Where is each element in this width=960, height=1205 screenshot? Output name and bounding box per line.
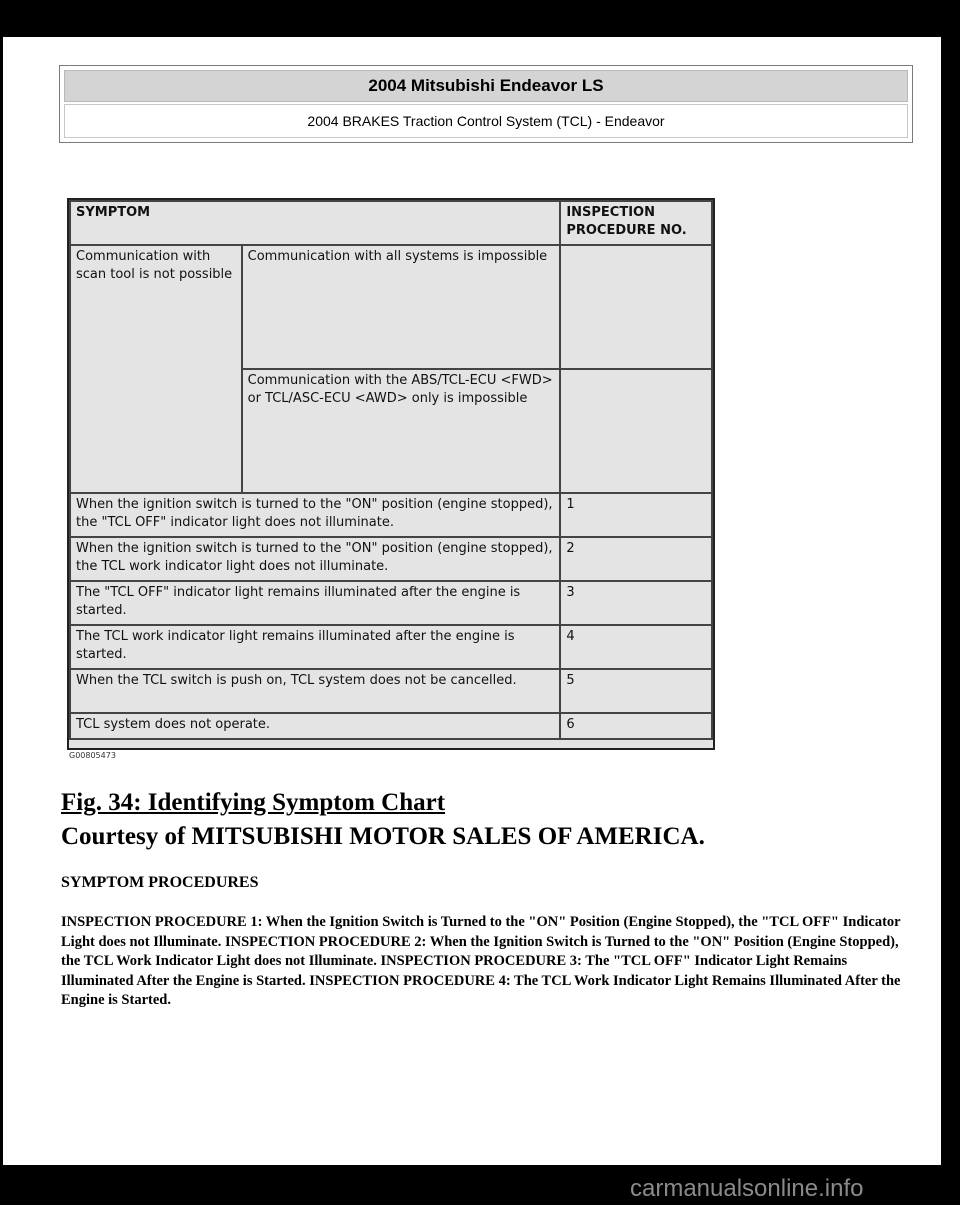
courtesy-line: Courtesy of MITSUBISHI MOTOR SALES OF AMERICA. (61, 823, 705, 850)
procedure-no-cell: 2 (560, 537, 712, 581)
symptom-cell: TCL system does not operate. (70, 713, 560, 739)
table-row (70, 669, 712, 713)
procedure-no-cell (560, 369, 712, 493)
table-header-row (70, 201, 712, 245)
procedure-list-text: INSPECTION PROCEDURE 1: When the Ignition Switch is Turned to the "ON" Position (Engine Stopped), the "TCL OFF" Indicator Light does not Illuminate. INSPECTION PROCEDURE 2: When the Ignition Switch is Turned to the "ON" Position (Engine Stopped), the TCL Work Indicator Light does not Illuminate. INSPECTION PROCEDURE 3: The "TCL OFF" Indicator Light Remains Illuminated After the Engine is Started. INSPECTION PROCEDURE 4: The TCL Work Indicator Light Remains Illuminated After the Engine is Started. (61, 914, 901, 1008)
document-page (3, 37, 941, 1165)
procedure-no-cell (560, 245, 712, 369)
figure-code: G00805473 (69, 751, 116, 760)
column-header-procedure-no: INSPECTION PROCEDURE NO. (560, 201, 712, 245)
section-heading: SYMPTOM PROCEDURES (61, 874, 259, 891)
figure-caption[interactable]: Fig. 34: Identifying Symptom Chart (61, 789, 446, 816)
table-row (70, 625, 712, 669)
symptom-cell: When the ignition switch is turned to the "ON" position (engine stopped), the "TCL OFF" indicator light does not illuminate. (70, 493, 560, 537)
symptom-table (69, 200, 713, 740)
column-header-symptom: SYMPTOM (70, 201, 560, 245)
document-header (59, 65, 913, 143)
symptom-cell: When the TCL switch is push on, TCL system does not be cancelled. (70, 669, 560, 713)
symptom-cell: Communication with all systems is impossible (242, 245, 561, 369)
table-row (70, 493, 712, 537)
section-subtitle: 2004 BRAKES Traction Control System (TCL) - Endeavor (64, 104, 908, 138)
procedure-no-cell: 3 (560, 581, 712, 625)
procedure-no-cell: 5 (560, 669, 712, 713)
symptom-chart-figure (67, 198, 715, 750)
procedure-no-cell: 1 (560, 493, 712, 537)
symptom-cell: The TCL work indicator light remains illuminated after the engine is started. (70, 625, 560, 669)
symptom-cell: When the ignition switch is turned to the "ON" position (engine stopped), the TCL work indicator light does not illuminate. (70, 537, 560, 581)
symptom-cell: Communication with the ABS/TCL-ECU <FWD> or TCL/ASC-ECU <AWD> only is impossible (242, 369, 561, 493)
table-row (70, 713, 712, 739)
symptom-group-cell: Communication with scan tool is not possible (70, 245, 242, 493)
site-watermark: carmanualsonline.info (630, 1175, 864, 1202)
symptom-cell: The "TCL OFF" indicator light remains illuminated after the engine is started. (70, 581, 560, 625)
procedure-no-cell: 4 (560, 625, 712, 669)
vehicle-title: 2004 Mitsubishi Endeavor LS (64, 70, 908, 102)
table-row (70, 581, 712, 625)
table-row (70, 537, 712, 581)
procedure-no-cell: 6 (560, 713, 712, 739)
table-row (70, 245, 712, 369)
